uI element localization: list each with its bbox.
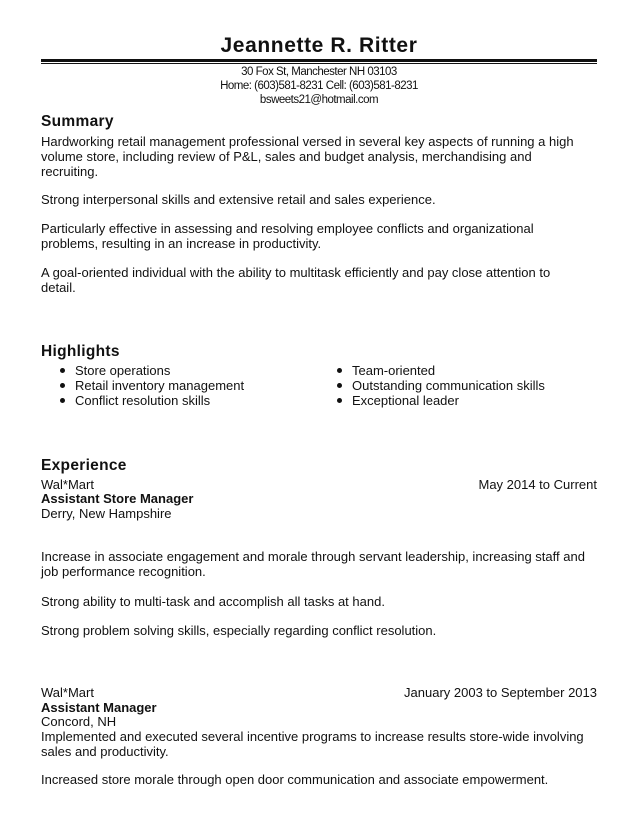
header-rule-thick [41, 59, 597, 62]
bullet-icon [337, 383, 342, 388]
job-title: Assistant Store Manager [41, 491, 194, 506]
summary-line: Strong interpersonal skills and extensive retail and sales experience. [41, 192, 436, 207]
job-description-line: Strong problem solving skills, especially regarding conflict resolution. [41, 623, 437, 638]
job-description-line: Increase in associate engagement and morale through servant leadership, increasing staff and [41, 549, 585, 564]
summary-line: Particularly effective in assessing and resolving employee conflicts and organizational [41, 221, 534, 236]
job-dates: January 2003 to September 2013 [404, 685, 597, 700]
bullet-icon [337, 398, 342, 403]
contact-email: bsweets21@hotmail.com [259, 94, 379, 106]
summary-line: Hardworking retail management professional versed in several key aspects of running a high [41, 134, 574, 149]
summary-heading: Summary [41, 113, 114, 130]
candidate-name: Jeannette R. Ritter [220, 34, 418, 57]
experience-heading: Experience [41, 457, 127, 474]
summary-line: detail. [41, 280, 76, 295]
job-title: Assistant Manager [41, 700, 157, 715]
contact-phones: Home: (603)581-8231 Cell: (603)581-8231 [220, 80, 418, 92]
bullet-icon [60, 383, 65, 388]
bullet-icon [60, 398, 65, 403]
highlight-item: Team-oriented [352, 363, 436, 378]
highlight-item: Conflict resolution skills [75, 393, 211, 408]
bullet-icon [60, 368, 65, 373]
summary-line: A goal-oriented individual with the ability to multitask efficiently and pay close attention to [41, 265, 551, 280]
job-company: Wal*Mart [41, 477, 94, 492]
summary-line: recruiting. [41, 164, 99, 179]
job-description-line: Increased store morale through open door communication and associate empowerment. [41, 772, 549, 787]
job-description-line: job performance recognition. [41, 564, 206, 579]
highlight-item: Outstanding communication skills [352, 378, 545, 393]
summary-line: volume store, including review of P&L, sales and budget analysis, merchandising and [41, 149, 532, 164]
contact-address: 30 Fox St, Manchester NH 03103 [241, 66, 397, 78]
highlight-item: Exceptional leader [352, 393, 459, 408]
highlight-item: Store operations [75, 363, 171, 378]
job-description-line: sales and productivity. [41, 744, 169, 759]
bullet-icon [337, 368, 342, 373]
highlight-item: Retail inventory management [75, 378, 245, 393]
summary-line: problems, resulting in an increase in productivity. [41, 236, 322, 251]
job-location: Concord, NH [41, 714, 117, 729]
job-location: Derry, New Hampshire [41, 506, 172, 521]
job-dates: May 2014 to Current [478, 477, 597, 492]
highlights-heading: Highlights [41, 343, 120, 360]
job-company: Wal*Mart [41, 685, 94, 700]
job-description-line: Implemented and executed several incentive programs to increase results store-wide involving [41, 729, 584, 744]
job-description-line: Strong ability to multi-task and accomplish all tasks at hand. [41, 594, 385, 609]
header-rule-thin [41, 63, 597, 64]
